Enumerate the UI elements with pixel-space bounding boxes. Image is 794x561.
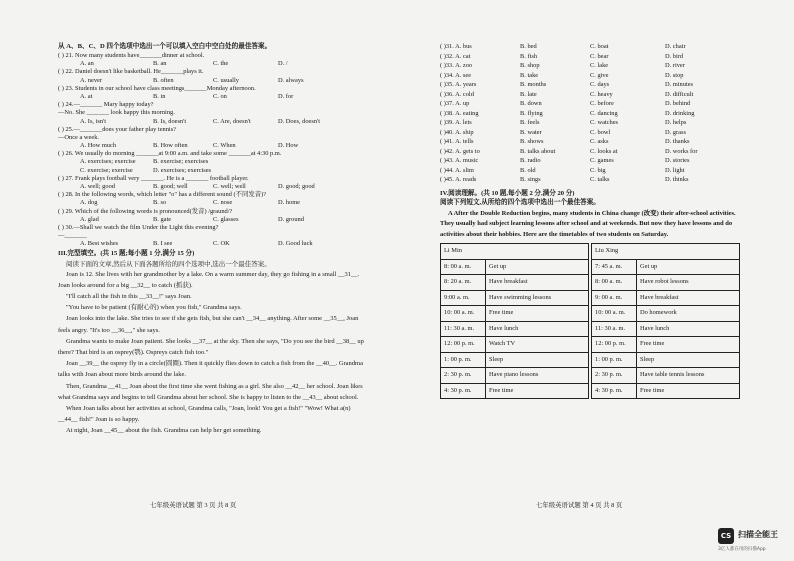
time-cell: 11: 30 a. m. xyxy=(441,321,486,337)
option-d[interactable]: D. bird xyxy=(665,52,684,60)
cloze-options-list xyxy=(440,44,740,187)
passage-a: A After the Double Reduction begins, many students in China change (改变) their after-school activities. They usually had subject learning lessons after school and at weekends. But now they have lessons and do activities about their hobbies. Here are the timetables of two students on Saturday. xyxy=(440,209,736,238)
timetable-row xyxy=(441,352,740,368)
cloze-paragraph: Then, Grandma __41__ Joan about the first time she went fishing as a girl. She also __42__ her school. Joan likes what Grandma says and begins to tell Grandma about her school. She is happy to listen to the __43__ about school. xyxy=(58,382,363,401)
time-cell: 4: 30 p. m. xyxy=(592,383,637,399)
option-c[interactable]: C. When xyxy=(213,142,236,150)
activity-cell: Watch TV xyxy=(486,337,589,353)
option-d[interactable]: D. Good luck xyxy=(278,240,313,248)
option-a[interactable]: A. How much xyxy=(80,142,117,150)
cloze-option-row xyxy=(440,177,740,187)
option-c[interactable]: C. bear xyxy=(590,52,609,60)
option-a[interactable]: A. an xyxy=(80,60,94,68)
question-stem: ( ) 25.—_______does your father play tennis? xyxy=(58,125,177,133)
option-b[interactable]: B. months xyxy=(520,81,547,88)
option-d[interactable]: D. for xyxy=(278,92,294,100)
multiple-choice-list xyxy=(58,53,368,250)
option-d[interactable]: D. minutes xyxy=(665,81,694,88)
activity-cell: Have table tennis lessons xyxy=(637,368,740,384)
option-a[interactable]: A. well; good xyxy=(80,183,115,190)
student-name-2: Liu Xing xyxy=(592,244,740,260)
option-number-a[interactable]: ( )35. A. years xyxy=(440,81,477,88)
cloze-paragraph: Joan looks into the lake. She tries to see if she gets fish, but she can't __34__ anything. After some __35__, Joan feels angry. "It's too __36__," she says. xyxy=(58,315,359,334)
option-b[interactable]: B. fish xyxy=(520,52,538,60)
option-c[interactable]: C. OK xyxy=(213,240,230,248)
time-cell: 7: 45 a. m. xyxy=(592,259,637,275)
option-number-a[interactable]: ( )43. A. music xyxy=(440,157,479,164)
option-d[interactable]: D. good; good xyxy=(278,183,315,190)
cloze-paragraph: Grandma wants to make Joan patient. She looks __37__ at the sky. Then she says, "Do you see the bird __38__ up there? That bird is an osprey(鹗). Ospreys catch fish too." xyxy=(58,337,364,356)
option-c[interactable]: C. give xyxy=(590,71,609,79)
timetable-row xyxy=(441,383,740,399)
page-footer-right: 七年级英语试题 第 4 页 共 8 页 xyxy=(536,502,623,509)
activity-cell: Sleep xyxy=(637,352,740,368)
option-b[interactable]: D. exercises; exercises xyxy=(153,166,212,174)
option-d[interactable]: D. home xyxy=(278,199,301,207)
option-c[interactable]: C. bowl xyxy=(590,128,611,136)
timetable-wrap xyxy=(440,243,740,403)
camscanner-logo-icon: CS xyxy=(718,528,734,544)
option-b[interactable]: B. feels xyxy=(520,119,540,126)
option-b[interactable]: B. down xyxy=(520,100,542,107)
option-number-a[interactable]: ( )37. A. up xyxy=(440,100,470,107)
timetable-row xyxy=(441,290,740,306)
option-a[interactable]: A. glad xyxy=(80,215,99,223)
option-b[interactable]: B. talks about xyxy=(520,147,556,155)
reading-instruction: 阅读下列短文,从所给的四个选项中选出一个最佳答案。 xyxy=(440,198,600,206)
option-c[interactable]: C. the xyxy=(213,60,229,68)
option-b[interactable]: B. take xyxy=(520,71,539,79)
option-d[interactable]: D. chair xyxy=(665,43,686,50)
student-name-1: Li Min xyxy=(441,244,589,260)
option-d[interactable]: D. helps xyxy=(665,119,687,126)
time-cell: 8: 00 a. m. xyxy=(441,259,486,275)
option-d[interactable]: D. river xyxy=(665,62,685,69)
option-b[interactable]: B. an xyxy=(153,60,167,68)
question-stem: —_______ xyxy=(58,232,87,240)
question-options xyxy=(58,241,368,249)
activity-cell: Have robot lessons xyxy=(637,275,740,291)
option-d[interactable]: D. always xyxy=(278,76,304,84)
time-cell: 9:00 a. m. xyxy=(441,290,486,306)
option-d[interactable]: D. behind xyxy=(665,100,691,107)
option-number-a[interactable]: ( )31. A. bus xyxy=(440,43,472,50)
activity-cell: Get up xyxy=(486,259,589,275)
option-number-a[interactable]: ( )41. A. tells xyxy=(440,138,474,145)
time-cell: 8: 00 a. m. xyxy=(592,275,637,291)
option-b[interactable]: B. sings xyxy=(520,176,541,183)
option-c[interactable]: C. heavy xyxy=(590,90,613,98)
question-stem: —Once a week. xyxy=(58,133,99,141)
activity-cell: Have lunch xyxy=(637,321,740,337)
option-d[interactable]: D. thanks xyxy=(665,138,690,145)
timetable-row xyxy=(441,321,740,337)
cloze-paragraph: When Joan talks about her activities at school, Grandma calls, "Joan, look! You get a fish!" "Wow! What a(n) __44__ fish!" Joan is so happy. xyxy=(58,404,351,424)
option-number-a[interactable]: ( )36. A. cold xyxy=(440,90,474,98)
question-stem: ( ) 26. We usually do morning _______at 9:00 a.m. and take some _______at 4:30 p.m. xyxy=(58,150,282,158)
time-cell: 12: 00 p. m. xyxy=(441,337,486,353)
activity-cell: Have breakfast xyxy=(637,290,740,306)
cloze-instruction: 阅读下面的文章,然后从下面各题所给的四个选项中,选出一个最佳答案。 xyxy=(66,260,271,268)
option-c[interactable]: C. on xyxy=(213,92,227,100)
option-c[interactable]: C. talks xyxy=(590,176,610,183)
activity-cell: Have breakfast xyxy=(486,275,589,291)
time-cell: 11: 30 a. m. xyxy=(592,321,637,337)
option-number-a[interactable]: ( )44. A. slim xyxy=(440,166,474,174)
option-a[interactable]: A. exercises; exercise xyxy=(80,158,136,166)
option-b[interactable]: B. late xyxy=(520,90,537,98)
time-cell: 9: 00 a. m. xyxy=(592,290,637,306)
timetable xyxy=(440,243,740,399)
option-d[interactable]: D. grass xyxy=(665,128,686,136)
cloze-paragraph: "I'll catch all the fish in this __33__!" says Joan. xyxy=(66,292,192,300)
time-cell: 10: 00 a. m. xyxy=(441,306,486,322)
scanner-app-slogan: 3亿人都在用的扫描App xyxy=(718,547,766,552)
option-b[interactable]: B. shows xyxy=(520,138,544,145)
activity-cell: Have lunch xyxy=(486,321,589,337)
option-b[interactable]: B. exercise; exercises xyxy=(153,158,209,166)
option-a[interactable]: A. dog xyxy=(80,199,98,207)
cloze-paragraph: Joan is 12. She lives with her grandmother by a lake. On a warm summer day, they go fishing in a small __31__. Joan looks around for a big __32__ to catch (抓获). xyxy=(58,270,360,289)
time-cell: 10: 00 a. m. xyxy=(592,306,637,322)
option-number-a[interactable]: ( )39. A. lets xyxy=(440,119,472,126)
option-number-a[interactable]: ( )33. A. zoo xyxy=(440,62,473,69)
option-c[interactable]: C. dancing xyxy=(590,109,618,117)
exam-page-4 xyxy=(440,44,740,514)
option-d[interactable]: D. How xyxy=(278,142,299,150)
option-a[interactable]: A. Best wishes xyxy=(80,240,119,248)
option-b[interactable]: B. bed xyxy=(520,43,537,50)
option-b[interactable]: B. flying xyxy=(520,109,543,117)
option-d[interactable]: D. works for xyxy=(665,147,698,155)
option-number-a[interactable]: ( )34. A. see xyxy=(440,71,472,79)
option-number-a[interactable]: ( )38. A. eating xyxy=(440,109,479,117)
page-footer-left: 七年级英语试题 第 3 页 共 8 页 xyxy=(150,502,237,509)
option-d[interactable]: D. difficult xyxy=(665,90,694,98)
timetable-row xyxy=(441,275,740,291)
option-c[interactable]: C. days xyxy=(590,81,610,88)
activity-cell: Have swimming lessons xyxy=(486,290,589,306)
question-stem: ( ) 29. Which of the following words is pronounced(发音) /graund/? xyxy=(58,207,233,215)
activity-cell: Free time xyxy=(486,383,589,399)
option-d[interactable]: D. Does, doesn't xyxy=(278,117,320,125)
option-c[interactable]: C. glasses xyxy=(213,215,239,223)
option-c[interactable]: C. looks at xyxy=(590,147,618,155)
option-a[interactable]: A. Is, isn't xyxy=(80,117,107,125)
timetable-row xyxy=(441,306,740,322)
option-c[interactable]: C. boat xyxy=(590,43,609,50)
option-c[interactable]: C. before xyxy=(590,100,614,107)
reading-title: IV.阅读理解。(共 10 题,每小题 2 分,满分 20 分) xyxy=(440,189,575,197)
option-number-a[interactable]: ( )45. A. reads xyxy=(440,176,477,183)
option-a[interactable]: A. at xyxy=(80,92,93,100)
cloze-title: III.完型填空。(共 15 题;每小题 1 分,满分 15 分) xyxy=(58,249,195,257)
option-b[interactable]: B. old xyxy=(520,166,536,174)
cloze-paragraph: "You have to be patient (有耐心的) when you fish," Grandma says. xyxy=(66,304,242,312)
option-b[interactable]: B. gate xyxy=(153,215,172,223)
option-d[interactable]: D. light xyxy=(665,166,685,174)
time-cell: 2: 30 p. m. xyxy=(441,368,486,384)
option-b[interactable]: B. radio xyxy=(520,157,541,164)
time-cell: 12: 00 p. m. xyxy=(592,337,637,353)
option-b[interactable]: B. in xyxy=(153,92,166,100)
option-c[interactable]: C. well; well xyxy=(213,183,246,190)
activity-cell: Free time xyxy=(637,383,740,399)
option-a[interactable]: C. exercise; exercise xyxy=(80,166,133,174)
question-stem: ( ) 30.—Shall we watch the film Under the Light this evening? xyxy=(58,223,219,231)
activity-cell: Free time xyxy=(637,337,740,353)
cloze-passage xyxy=(58,269,368,437)
question-stem: ( ) 23. Students in our school have class meetings_______Monday afternoon. xyxy=(58,84,256,92)
option-b[interactable]: B. How often xyxy=(153,142,188,150)
option-d[interactable]: D. stop xyxy=(665,71,684,79)
question-stem: ( ) 22. Daniel doesn't like basketball. He_______plays it. xyxy=(58,68,204,76)
option-number-a[interactable]: ( )42. A. gets to xyxy=(440,147,480,155)
option-c[interactable]: C. asks xyxy=(590,138,609,145)
time-cell: 8: 20 a. m. xyxy=(441,275,486,291)
activity-cell: Sleep xyxy=(486,352,589,368)
option-b[interactable]: B. often xyxy=(153,76,174,84)
left-margin-watermark xyxy=(0,20,55,490)
cloze-paragraph: At night, Joan __45__ about the fish. Grandma can help her get something. xyxy=(66,427,262,435)
question-stem: ( ) 24.—_______ Mary happy today? xyxy=(58,101,154,109)
option-d[interactable]: D. / xyxy=(278,60,288,68)
option-b[interactable]: B. Is, doesn't xyxy=(153,117,187,125)
option-b[interactable]: B. shop xyxy=(520,62,540,69)
time-cell: 1: 00 p. m. xyxy=(592,352,637,368)
question-stem: —No. She _______ look happy this morning. xyxy=(58,109,175,117)
option-c[interactable]: C. nose xyxy=(213,199,233,207)
option-c[interactable]: C. usually xyxy=(213,76,239,84)
option-a[interactable]: A. never xyxy=(80,76,103,84)
scanner-app-name: 扫描全能王 xyxy=(738,530,778,539)
timetable-row xyxy=(441,259,740,275)
activity-cell: Get up xyxy=(637,259,740,275)
question-stem: ( ) 21. Now many students have_______dinner at school. xyxy=(58,52,205,59)
timetable-header-row xyxy=(441,244,740,260)
option-b[interactable]: B. water xyxy=(520,128,542,136)
option-b[interactable]: B. good; well xyxy=(153,183,188,190)
option-d[interactable]: D. thinks xyxy=(665,176,689,183)
activity-cell: Have piano lessons xyxy=(486,368,589,384)
timetable-row xyxy=(441,368,740,384)
option-d[interactable]: D. stories xyxy=(665,157,690,164)
time-cell: 4: 30 p. m. xyxy=(441,383,486,399)
option-c[interactable]: C. big xyxy=(590,166,606,174)
center-margin-watermark xyxy=(374,20,429,490)
time-cell: 2: 30 p. m. xyxy=(592,368,637,384)
option-number-a[interactable]: ( )32. A. cat xyxy=(440,52,471,60)
activity-cell: Free time xyxy=(486,306,589,322)
question-stem: ( ) 28. In the following words, which letter "o" has a different sound (不同发音)? xyxy=(58,191,267,199)
time-cell: 1: 00 p. m. xyxy=(441,352,486,368)
option-c[interactable]: C. lake xyxy=(590,62,609,69)
option-number-a[interactable]: ( )40. A. ship xyxy=(440,128,474,136)
option-c[interactable]: C. Are, doesn't xyxy=(213,117,251,125)
cloze-paragraph: Joan __39__ the osprey fly in a circle(圆圈). Then it quickly flies down to catch a fish from the __40__. Grandma talks with Joan about more birds around the lake. xyxy=(58,360,364,379)
question-stem: ( ) 27. Frank plays football very _______. He is a _______ football player. xyxy=(58,174,249,182)
option-b[interactable]: B. I see xyxy=(153,240,173,248)
option-c[interactable]: C. games xyxy=(590,157,614,164)
activity-cell: Do homework xyxy=(637,306,740,322)
option-d[interactable]: D. ground xyxy=(278,215,304,223)
exam-page-3 xyxy=(58,44,368,514)
timetable-row xyxy=(441,337,740,353)
section-instruction: 从 A、B、C、D 四个选项中选出一个可以填入空白中空白处的最佳答案。 xyxy=(58,43,272,50)
option-d[interactable]: D. drinking xyxy=(665,109,695,117)
option-c[interactable]: C. watches xyxy=(590,119,619,126)
option-b[interactable]: B. so xyxy=(153,199,167,207)
